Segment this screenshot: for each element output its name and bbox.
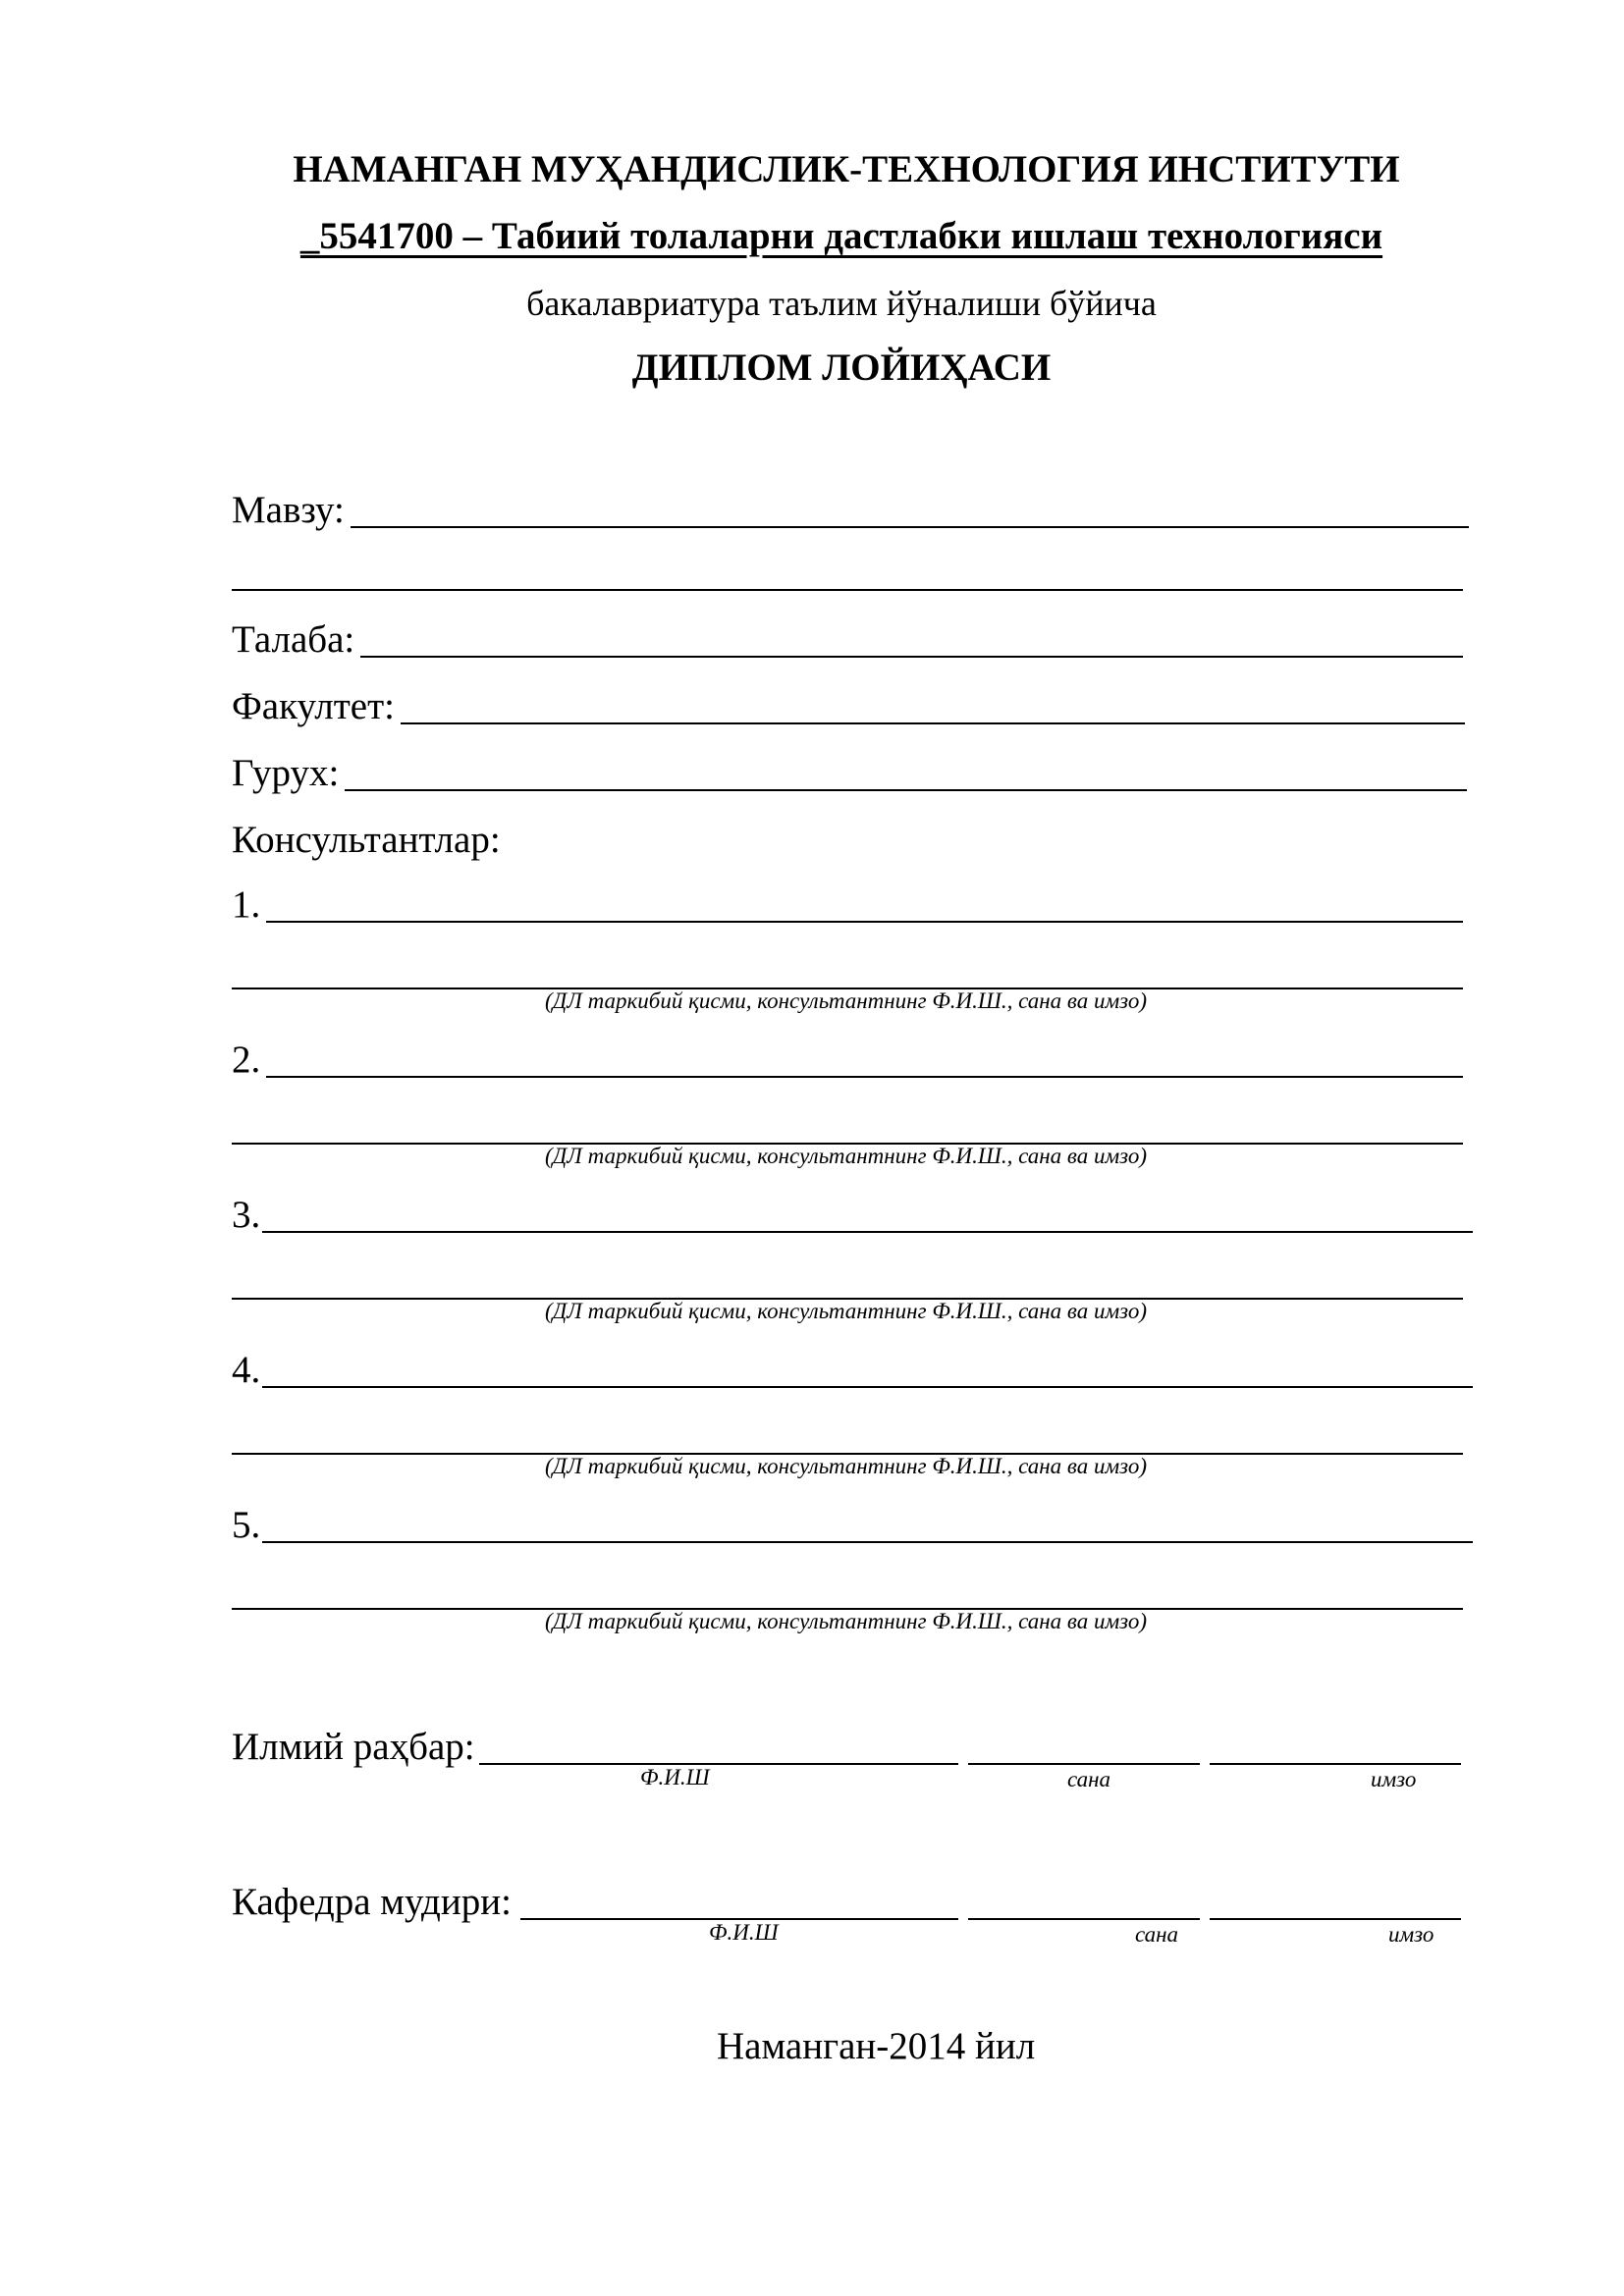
topic-field-line-2[interactable] (232, 589, 1463, 591)
consultant-item (232, 881, 1463, 931)
consultant-field-line[interactable] (262, 1386, 1473, 1388)
topic-label: Мавзу: (232, 489, 345, 531)
consultant-caption: (ДЛ таркибий қисми, консультантнинг Ф.И.Ш., сана ва имзо) (545, 1609, 1148, 1633)
place-year: Наманган-2014 йил (717, 2025, 1036, 2067)
head-date-line[interactable] (968, 1918, 1200, 1920)
student-row (232, 616, 1463, 666)
supervisor-name-line[interactable] (479, 1763, 958, 1765)
topic-row (232, 487, 1469, 536)
consultant-field-line[interactable] (262, 1541, 1473, 1543)
supervisor-sign-caption: имзо (1371, 1767, 1417, 1791)
faculty-label: Факултет: (232, 685, 395, 727)
consultant-number: 5. (232, 1504, 261, 1546)
consultant-field-line[interactable] (266, 1076, 1463, 1078)
direction-line: бакалавриатура таълим йўналиши бўйича (526, 284, 1157, 323)
consultant-caption: (ДЛ таркибий қисми, консультантнинг Ф.И.Ш., сана ва имзо) (545, 1144, 1148, 1168)
consultant-number: 4. (232, 1349, 261, 1391)
consultants-label: Консультантлар: (232, 819, 501, 861)
consultant-number: 2. (232, 1039, 261, 1081)
supervisor-date-caption: сана (1067, 1767, 1111, 1791)
topic-field-line[interactable] (351, 526, 1469, 528)
consultant-number: 3. (232, 1194, 261, 1236)
group-row (232, 750, 1467, 799)
head-label: Кафедра мудири: (232, 1881, 512, 1923)
consultant-number: 1. (232, 883, 261, 926)
consultant-field-line[interactable] (266, 921, 1463, 923)
specialty-line: _5541700 – Табиий толаларни дастлабки ишлаш технологияси (299, 215, 1383, 257)
consultant-item (232, 1037, 1463, 1086)
head-fio-caption: Ф.И.Ш (709, 1920, 779, 1945)
head-sign-line[interactable] (1210, 1918, 1461, 1920)
head-date-caption: сана (1135, 1922, 1179, 1947)
group-label: Гурух: (232, 752, 340, 794)
consultant-item (232, 1502, 1473, 1551)
student-label: Талаба: (232, 618, 355, 661)
student-field-line[interactable] (360, 656, 1463, 658)
faculty-field-line[interactable] (401, 722, 1465, 724)
consultants-row (232, 817, 821, 866)
consultant-item (232, 1192, 1473, 1241)
supervisor-fio-caption: Ф.И.Ш (640, 1765, 710, 1789)
faculty-row (232, 683, 1465, 732)
head-row (232, 1879, 566, 1928)
consultant-item (232, 1347, 1473, 1396)
consultant-caption: (ДЛ таркибий қисми, консультантнинг Ф.И.Ш., сана ва имзо) (545, 1299, 1148, 1323)
consultant-caption: (ДЛ таркибий қисми, консультантнинг Ф.И.Ш., сана ва имзо) (545, 988, 1148, 1013)
supervisor-sign-line[interactable] (1210, 1763, 1461, 1765)
document-title: ДИПЛОМ ЛОЙИҲАСИ (631, 347, 1052, 389)
supervisor-row (232, 1724, 526, 1773)
consultant-caption: (ДЛ таркибий қисми, консультантнинг Ф.И.Ш., сана ва имзо) (545, 1454, 1148, 1478)
head-sign-caption: имзо (1388, 1922, 1435, 1947)
supervisor-label: Илмий раҳбар: (232, 1726, 475, 1768)
consultant-field-line[interactable] (262, 1231, 1473, 1233)
institute-name: НАМАНГАН МУҲАНДИСЛИК-ТЕХНОЛОГИЯ ИНСТИТУТИ (293, 148, 1400, 190)
group-field-line[interactable] (345, 789, 1467, 791)
supervisor-date-line[interactable] (968, 1763, 1200, 1765)
